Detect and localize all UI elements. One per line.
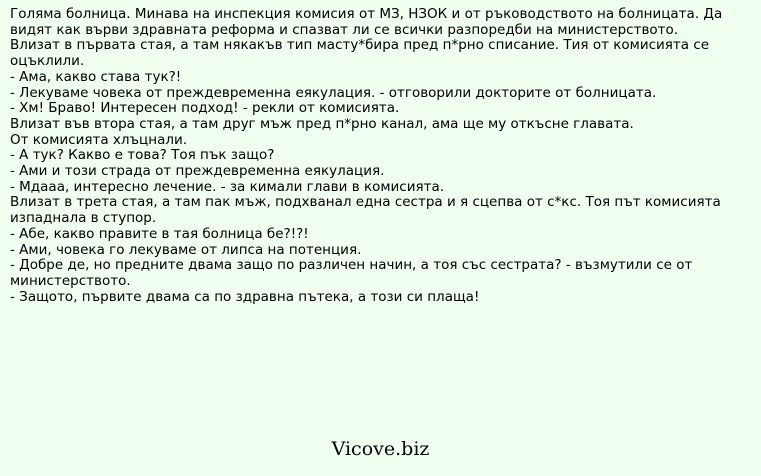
joke-line: - Ами, човека го лекуваме от липса на потенция. (10, 241, 362, 258)
joke-line: - А тук? Какво е това? Тоя пък защо? (10, 147, 275, 164)
joke-line: - Добре де, но предните двама защо по различен начин, а тоя със сестрата? - възмутили се от министерството. (10, 257, 693, 289)
joke-line: Влизат в първата стая, а там някакъв тип масту*бира пред п*рно списание. Тия от комисията се оцъклили. (10, 37, 710, 70)
site-watermark: Vicove.biz (331, 438, 430, 460)
joke-line: - Абе, какво правите в тая болница бе?!?! (10, 225, 309, 242)
joke-text (10, 7, 758, 305)
joke-line: От комисията хлъцнали. (10, 131, 188, 148)
joke-line: - Защото, първите двама са по здравна пътека, а този си плаща! (10, 288, 480, 305)
joke-line: Влизат в трета стая, а там пак мъж, подхванал една сестра и я сцепва от с*кс. Тоя път комисията изпаднала в ступор. (10, 194, 721, 227)
joke-line: Влизат във втора стая, а там друг мъж пред п*рно канал, ама ще му откъсне главата. (10, 115, 634, 132)
joke-line: - Мдааа, интересно лечение. - за кимали глави в комисията. (10, 178, 445, 195)
joke-line: - Лекуваме човека от преждевременна еякулация. - отговорили докторите от болницата. (10, 84, 657, 101)
joke-line: Голяма болница. Минава на инспекция комисия от МЗ, НЗОК и от ръководството на болницата. Да видят как върви здравната реформа и спазват ли се всички разпоредби на министерството. (10, 6, 723, 38)
joke-line: - Хм! Браво! Интересен подход! - рекли от комисията. (10, 100, 400, 117)
joke-line: - Ама, какво става тук?! (10, 68, 182, 85)
joke-line: - Ами и този страда от преждевременна еякулация. (10, 163, 385, 180)
